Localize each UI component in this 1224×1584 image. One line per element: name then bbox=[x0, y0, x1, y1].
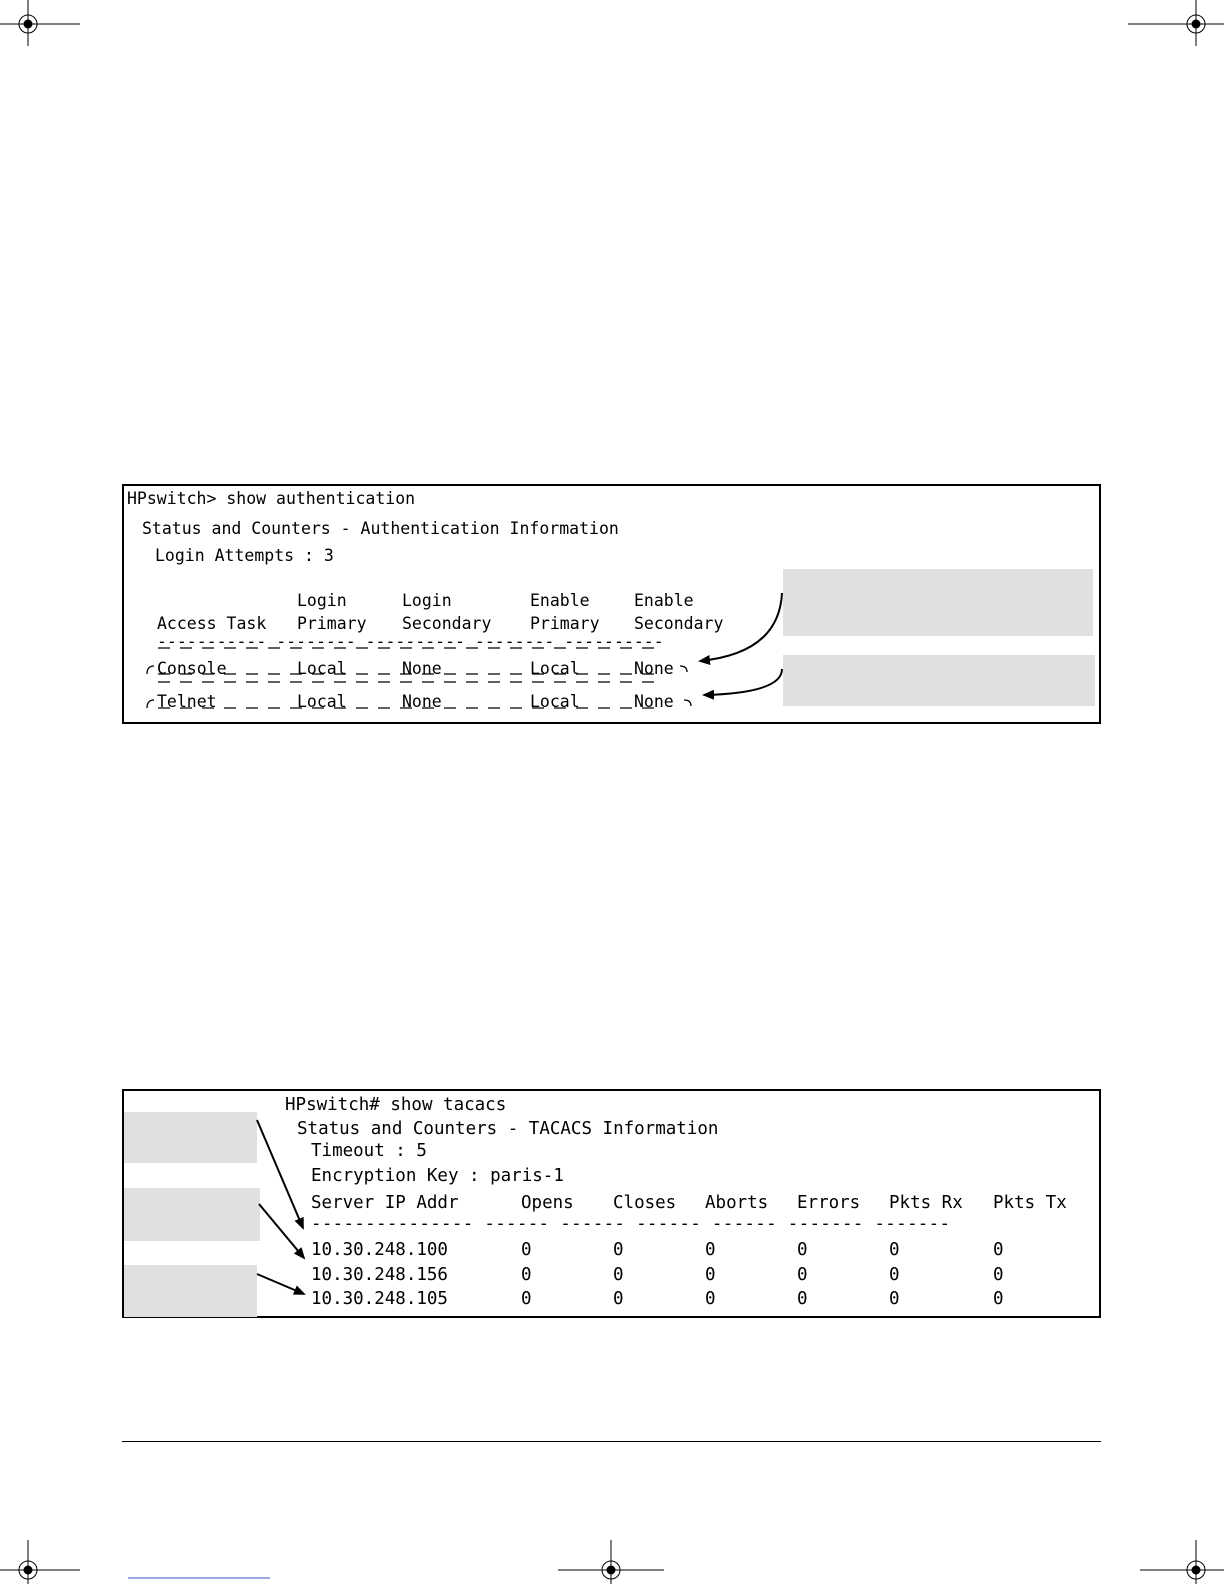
column-header: Enable bbox=[634, 591, 694, 610]
table-cell: 0 bbox=[993, 1265, 1004, 1285]
command-prompt: HPswitch> show authentication bbox=[127, 489, 416, 508]
table-cell: 0 bbox=[993, 1289, 1004, 1309]
callout-box bbox=[124, 1265, 257, 1317]
column-header: Pkts Rx bbox=[889, 1193, 963, 1213]
login-attempts: Login Attempts : 3 bbox=[155, 546, 334, 565]
table-row-cell: None bbox=[402, 692, 442, 711]
table-cell: 0 bbox=[613, 1240, 624, 1260]
callout-box bbox=[783, 655, 1095, 706]
table-cell: 0 bbox=[797, 1240, 808, 1260]
column-header: Aborts bbox=[705, 1193, 769, 1213]
callout-box bbox=[124, 1112, 257, 1163]
crosshair-icon bbox=[0, 1540, 80, 1584]
table-cell: 0 bbox=[521, 1240, 532, 1260]
section-title: Status and Counters - TACACS Information bbox=[297, 1119, 719, 1139]
column-header: Opens bbox=[521, 1193, 574, 1213]
table-cell: 0 bbox=[705, 1265, 716, 1285]
crosshair-icon bbox=[558, 1540, 664, 1584]
table-cell: 0 bbox=[797, 1265, 808, 1285]
column-header: Access Task bbox=[157, 614, 267, 633]
column-header: Login bbox=[402, 591, 452, 610]
table-row-cell: Local bbox=[297, 692, 347, 711]
table-cell: 0 bbox=[705, 1240, 716, 1260]
column-header: Enable bbox=[530, 591, 590, 610]
column-header: Errors bbox=[797, 1193, 861, 1213]
crosshair-icon bbox=[1128, 0, 1224, 46]
table-cell: 0 bbox=[889, 1265, 900, 1285]
table-cell: 0 bbox=[521, 1265, 532, 1285]
column-header: Primary bbox=[530, 614, 600, 633]
table-row-cell: Telnet bbox=[157, 692, 217, 711]
callout-arrows bbox=[684, 591, 804, 721]
timeout-value: Timeout : 5 bbox=[311, 1141, 427, 1161]
column-header: Pkts Tx bbox=[993, 1193, 1067, 1213]
separator-line: --------------- ------ ------ ------ ------ ------- ------- bbox=[311, 1214, 951, 1234]
server-ip: 10.30.248.100 bbox=[311, 1240, 448, 1260]
column-header: Primary bbox=[297, 614, 367, 633]
table-row-cell: None bbox=[402, 659, 442, 678]
table-cell: 0 bbox=[889, 1289, 900, 1309]
crosshair-icon bbox=[1140, 1540, 1224, 1584]
column-header: Server IP Addr bbox=[311, 1193, 459, 1213]
server-ip: 10.30.248.105 bbox=[311, 1289, 448, 1309]
auth-terminal-figure bbox=[122, 484, 1101, 724]
callout-box bbox=[124, 1188, 260, 1241]
crosshair-icon bbox=[0, 0, 80, 46]
tacacs-terminal-figure bbox=[122, 1089, 1101, 1318]
command-prompt: HPswitch# show tacacs bbox=[285, 1095, 507, 1115]
table-cell: 0 bbox=[993, 1240, 1004, 1260]
table-row-cell: Local bbox=[530, 659, 580, 678]
table-row-cell: Console bbox=[157, 659, 227, 678]
table-cell: 0 bbox=[521, 1289, 532, 1309]
separator-line: ----------- -------- ---------- -------- ---------- bbox=[157, 632, 664, 651]
table-cell: 0 bbox=[613, 1265, 624, 1285]
column-header: Secondary bbox=[634, 614, 724, 633]
footer-rule bbox=[122, 1441, 1101, 1442]
dashed-guides bbox=[144, 636, 764, 736]
table-row-cell: Local bbox=[297, 659, 347, 678]
column-header: Closes bbox=[613, 1193, 677, 1213]
column-header: Login bbox=[297, 591, 347, 610]
section-title: Status and Counters - Authentication Information bbox=[142, 519, 619, 538]
table-row-cell: None bbox=[634, 692, 674, 711]
table-cell: 0 bbox=[797, 1289, 808, 1309]
table-cell: 0 bbox=[889, 1240, 900, 1260]
callout-box bbox=[783, 569, 1093, 636]
table-row-cell: Local bbox=[530, 692, 580, 711]
server-ip: 10.30.248.156 bbox=[311, 1265, 448, 1285]
table-cell: 0 bbox=[613, 1289, 624, 1309]
encryption-key: Encryption Key : paris-1 bbox=[311, 1166, 564, 1186]
table-cell: 0 bbox=[705, 1289, 716, 1309]
table-row-cell: None bbox=[634, 659, 674, 678]
callout-arrows bbox=[254, 1116, 314, 1316]
column-header: Secondary bbox=[402, 614, 492, 633]
